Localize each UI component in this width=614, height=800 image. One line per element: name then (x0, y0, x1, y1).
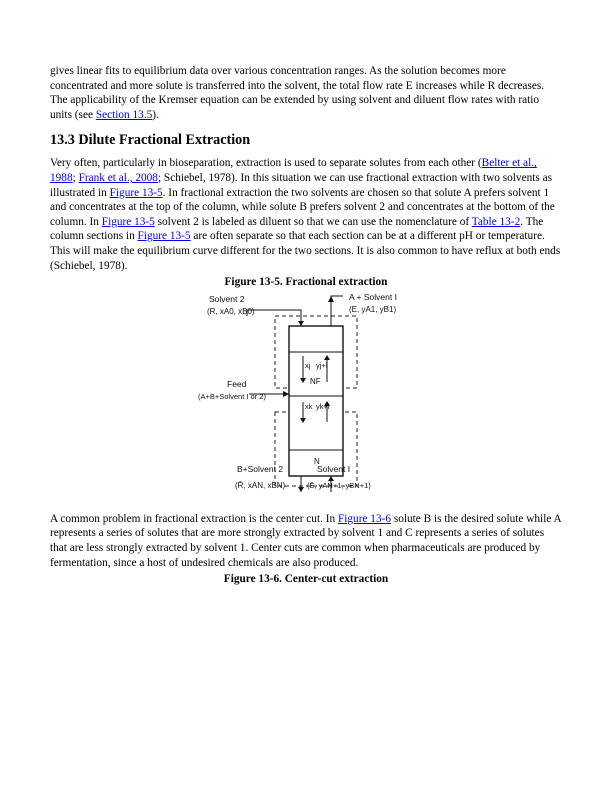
arrow-right-icon (283, 391, 289, 397)
solvent2-label: Solvent 2 (209, 293, 245, 304)
link-figure-13-5-a[interactable]: Figure 13-5 (109, 186, 163, 199)
center-cut-paragraph (50, 512, 562, 570)
solvent1-stream-label: (Ē, yAN+1, yBN+1) (307, 480, 371, 490)
para2-text-4: . In fractional extraction the two solvents are chosen so that solute A prefers solvent 1 and concentrates at the top of the column, while solute B prefers solvent 2 and concentrates at the bottom of the column. In (50, 186, 555, 228)
section-heading: 13.3 Dilute Fractional Extraction (50, 132, 251, 149)
intro-text: gives linear fits to equilibrium data over various concentration ranges. As the solution becomes more concentrated and more solute is transferred into the solvent, the total flow rate E increases while R decreases. The applicability of the Kremser equation can be extended by using solvent and diluent flow rates with ratio units (see (50, 65, 545, 121)
solvent1-label: Solvent I (317, 463, 351, 474)
fractional-extraction-paragraph (50, 156, 562, 273)
para2-text-5: solvent 2 is labeled as diluent so that we can use the nomenclature of (154, 215, 472, 228)
figure-13-6-caption: Figure 13-6. Center-cut extraction (223, 573, 389, 586)
link-figure-13-6[interactable]: Figure 13-6 (337, 512, 392, 525)
feed-composition-label: (A+B+Solvent I or 2) (198, 391, 266, 401)
para2-text-2: ; (72, 171, 79, 184)
yj1-label: yj+l (316, 360, 328, 370)
xj-label: xj (305, 360, 311, 370)
nf-label: NF (310, 376, 321, 386)
bottom-outlet-stream-label: (R̄, xAN, xBN) (235, 480, 286, 490)
para2-text-1: Very often, particularly in bioseparation, extraction is used to separate solutes from each other ( (50, 157, 482, 170)
arrow-down-icon (298, 487, 304, 492)
document-page (50, 64, 562, 589)
para3-text-2: solute B is the desired solute while A represents a series of solutes that are more strongly extracted by solvent 1 and C represents a series of solutes that are less strongly extracted by solvent 1. Center cuts are common when pharmaceuticals are produced by fermentation, since a host of undesired chemicals are also produced. (50, 512, 562, 569)
para3-text-1: A common problem in fractional extraction is the center cut. In (50, 512, 338, 525)
xk-label: xk (305, 401, 313, 411)
solvent2-stream-label: (R, xA0, xB0) (207, 306, 255, 316)
arrow-up-icon (328, 296, 334, 302)
arrow-down-icon (298, 321, 304, 326)
fractional-extraction-diagram (197, 292, 415, 508)
link-table-13-2[interactable]: Table 13-2 (471, 215, 521, 228)
n-label: N (314, 456, 320, 466)
para2-text-7: are often separate so that each section can be at a different pH or temperature. This will make the equilibrium curve different for the two sections. It is also common to have reflux at both ends (Schiebel, 1978). (50, 230, 561, 272)
top-outlet-label: A + Solvent I (349, 291, 397, 302)
para2-text-3: ; Schiebel, 1978). In this situation we can use fractional extraction with two solvents as illustrated in (50, 171, 552, 199)
para2-text-6: . The column sections in (50, 215, 544, 243)
intro-tail: ). (152, 108, 159, 121)
bottom-outlet-label: B+Solvent 2 (237, 463, 284, 474)
link-figure-13-5-c[interactable]: Figure 13-5 (137, 230, 191, 243)
figure-13-5-caption: Figure 13-5. Fractional extraction (224, 276, 388, 289)
solvent2-inlet-line (247, 310, 301, 326)
link-frank-2008[interactable]: Frank et al., 2008 (78, 171, 158, 184)
top-outlet-stream-label: (E, yA1, yB1) (349, 304, 397, 314)
feed-label: Feed (227, 378, 247, 389)
intro-paragraph (50, 64, 562, 122)
yk1-label: yk+l (316, 401, 330, 411)
column (289, 326, 343, 476)
link-figure-13-5-b[interactable]: Figure 13-5 (101, 215, 155, 228)
link-section-13-5[interactable]: Section 13.5 (95, 108, 153, 121)
link-belter-1988[interactable]: Belter et al., 1988 (50, 157, 537, 184)
